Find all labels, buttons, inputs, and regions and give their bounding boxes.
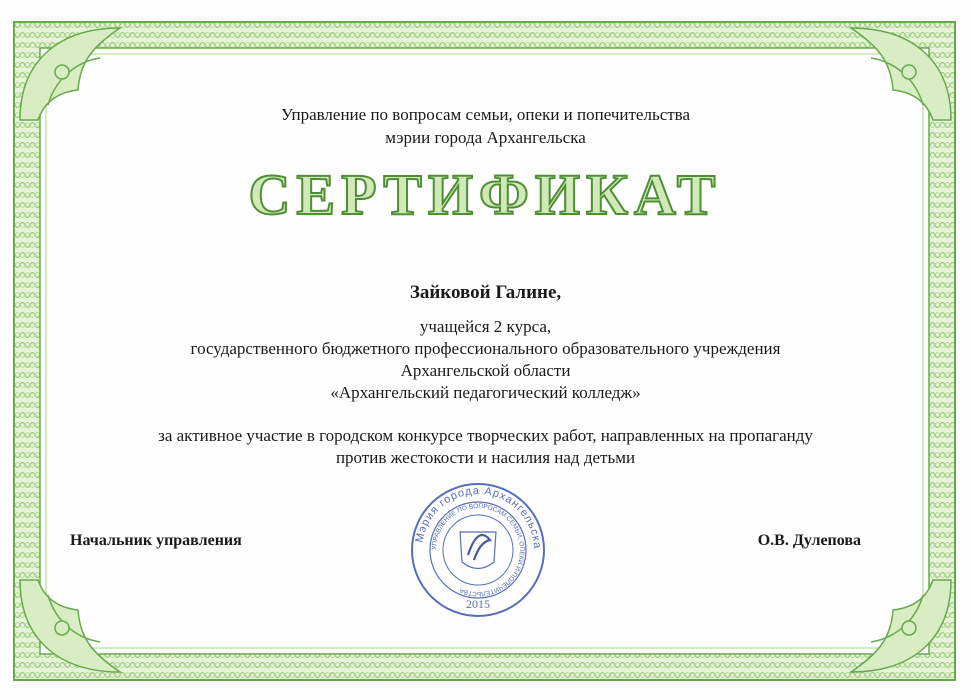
recipient-details <box>0 316 971 404</box>
official-stamp <box>408 480 548 620</box>
award-reason <box>0 425 971 469</box>
stamp-inner-text: УПРАВЛЕНИЕ ПО ВОПРОСАМ СЕМЬИ, ОПЕКИ И ПОПЕЧИТЕЛЬСТВА <box>430 502 526 598</box>
stamp-outer-text: Мэрия города Архангельска <box>413 484 544 550</box>
reason-line-2: против жестокости и насилия над детьми <box>335 448 636 467</box>
recipient-name: Зайковой Галине, <box>409 282 562 303</box>
stamp-year: 2015 <box>466 597 490 611</box>
reason-line-1: за активное участие в городском конкурсе творческих работ, направленных на пропаганду <box>158 426 813 445</box>
issuer-header <box>0 103 971 149</box>
certificate-title <box>215 162 755 232</box>
signature-scribble-icon <box>468 535 490 560</box>
details-line-3: Архангельской области <box>400 361 571 380</box>
details-line-1: учащейся 2 курса, <box>419 317 552 336</box>
details-line-4: «Архангельский педагогический колледж» <box>330 383 641 402</box>
details-line-2: государственного бюджетного профессионального образовательного учреждения <box>190 339 781 358</box>
issuer-line-2: мэрии города Архангельска <box>385 128 586 147</box>
signer-name: О.В. Дулепова <box>757 532 861 549</box>
certificate-title-text: СЕРТИФИКАТ <box>248 162 722 227</box>
issuer-line-1: Управление по вопросам семьи, опеки и попечительства <box>280 105 691 124</box>
signer-position: Начальник управления <box>70 532 242 549</box>
